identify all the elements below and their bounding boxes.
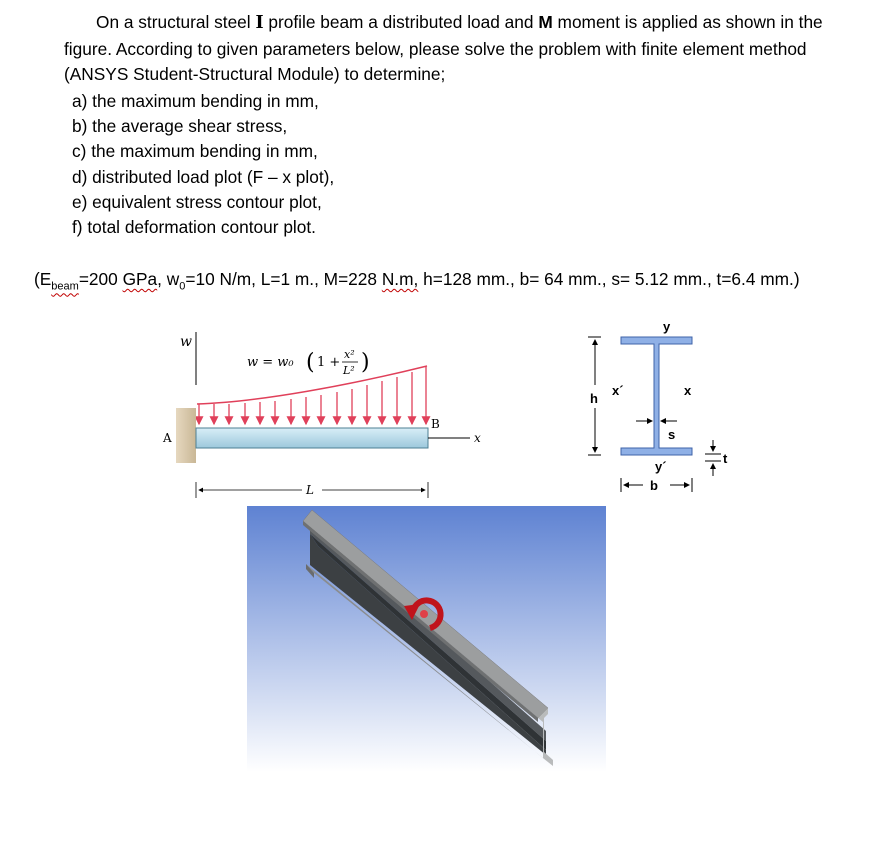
task-item: b) the average shear stress, (72, 116, 288, 137)
label-b-width: b (650, 478, 658, 493)
param-e-sub: beam (51, 280, 79, 293)
fixed-support (176, 408, 196, 463)
statement-bold-m: M (538, 12, 553, 32)
statement-part-3: moment is applied as shown in the figure. According to given parameters below, please solve the problem with finite element method (ANSYS Student-Structural Module) to determine; (64, 12, 823, 84)
param-gpa: GPa (122, 269, 158, 289)
label-x-prime: x´ (612, 383, 624, 398)
param-rest-2: h=128 mm., b= 64 mm., s= 5.12 mm., t=6.4 mm.) (423, 269, 800, 289)
beam-3d-render (247, 506, 606, 772)
task-item: a) the maximum bending in mm, (72, 91, 319, 111)
load-formula-tail (306, 348, 370, 377)
beam-diagram (162, 332, 481, 498)
load-arrows (199, 367, 426, 424)
i-section-diagram (588, 319, 728, 493)
task-item: d) distributed load plot (F – x plot), (72, 166, 335, 187)
i-section-shape (621, 337, 692, 455)
beam-body (196, 428, 428, 448)
label-h: h (590, 391, 598, 406)
label-x-axis: x (684, 383, 692, 398)
label-b: B (431, 417, 440, 431)
statement-part-1: On a structural steel (96, 12, 251, 32)
svg-text:1 +: 1 + (317, 355, 341, 370)
svg-text:): ) (361, 350, 370, 375)
param-e-label: (E (34, 269, 52, 289)
param-e-value: =200 (78, 269, 118, 289)
svg-text:L²: L² (343, 364, 355, 377)
label-l: L (306, 483, 314, 497)
param-rest-1: =10 N/m, L=1 m., M=228 (185, 269, 378, 289)
task-item: c) the maximum bending in mm, (72, 141, 318, 162)
param-nm: N.m, (381, 269, 419, 289)
load-formula: w = w₀ (247, 355, 294, 370)
param-w0-sub: 0 (179, 280, 186, 293)
task-item: f) total deformation contour plot. (72, 217, 316, 238)
label-y: y (663, 319, 671, 334)
statement-part-2: profile beam a distributed load and (268, 12, 534, 32)
label-x: x (474, 431, 481, 445)
label-t: t (723, 451, 728, 466)
svg-text:x²: x² (344, 348, 355, 361)
label-s: s (668, 427, 676, 442)
label-y-prime: y´ (655, 459, 667, 474)
param-w0-label: , w (157, 269, 180, 289)
statement-bold-i: I (255, 13, 264, 33)
label-a: A (163, 431, 172, 445)
svg-text:(: ( (306, 350, 315, 375)
task-item: e) equivalent stress contour plot, (72, 191, 322, 212)
w-axis-label: w (180, 334, 192, 350)
